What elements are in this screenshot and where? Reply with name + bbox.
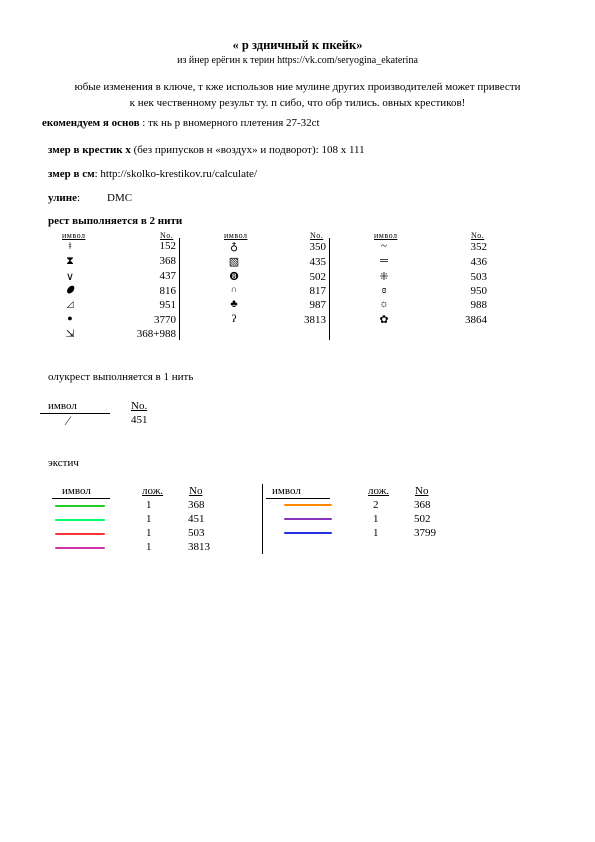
backstitch-strands: 1 — [373, 513, 379, 525]
backstitch-right-number-header: No — [415, 485, 429, 497]
key-number: 152 — [159, 240, 176, 252]
backstitch-strands: 1 — [146, 499, 152, 511]
key-number: 502 — [309, 271, 326, 283]
disclaimer-line-1: юбые изменения в ключе, т кже использов ние мулине других производителей может привести — [74, 81, 521, 93]
zigzag-icon: ǂ — [68, 240, 72, 252]
key-number: 951 — [159, 299, 176, 311]
spiral-icon: ɞ — [381, 284, 387, 296]
backstitch-number: 502 — [414, 513, 431, 525]
triangle-icon: ◿ — [66, 299, 74, 309]
sun-icon: ☼ — [378, 298, 390, 310]
disclaimer-note — [0, 79, 595, 111]
backstitch-strands: 2 — [373, 499, 379, 511]
recommended-label: екомендуем я основ — [42, 117, 140, 129]
key-number: 368 — [159, 255, 176, 267]
flower-icon: ✿ — [379, 314, 389, 326]
backstitch-left-symbol-header: имвол — [62, 485, 91, 497]
key-number: 988 — [470, 299, 487, 311]
backstitch-right-strands-header: лож. — [368, 485, 390, 497]
size-cross-label: змер в крестик х — [48, 144, 131, 156]
key-number: 3813 — [304, 314, 326, 326]
document-title: « р здничный к пкейк» — [232, 38, 363, 52]
backstitch-strands: 1 — [373, 527, 379, 539]
number-eight-circle-icon: ❽ — [229, 271, 239, 283]
disclaimer-line-2: к нек чественному результ ту. п сибо, что обр тились. овных крестиков! — [129, 97, 466, 109]
key-col3-symbol-header: имвол — [374, 231, 398, 240]
backstitch-number: 368 — [188, 499, 205, 511]
key-number: 987 — [309, 299, 326, 311]
backstitch-strands: 1 — [146, 513, 152, 525]
cross-stitch-heading: рест выполняется в 2 нити — [48, 215, 183, 227]
key-col3-number-header: No. — [471, 231, 485, 240]
key-separator-1 — [179, 238, 180, 340]
key-col1-number-header: No. — [160, 231, 174, 240]
backstitch-line-swatch — [284, 504, 332, 506]
hourglass-icon: ⧗ — [66, 255, 74, 267]
backstitch-number: 3813 — [188, 541, 210, 553]
cross-dots-icon: ⁜ — [379, 271, 389, 283]
key-number: 368+988 — [136, 328, 176, 340]
floss-label: улине — [48, 192, 77, 204]
backstitch-left-number-header: No — [189, 485, 203, 497]
floss-brand — [48, 192, 80, 204]
double-bar-icon: ═ — [380, 255, 388, 267]
backstitch-number: 451 — [188, 513, 205, 525]
key-col2-number-header: No. — [310, 231, 324, 240]
key-number: 350 — [309, 241, 326, 253]
question-mark-icon: ʔ — [231, 313, 237, 325]
recommended-value: : тк нь р вномерного плетения 27-32ct — [139, 117, 320, 129]
size-cross-value: (без припусков н «воздух» и подворот): 108 х 111 — [130, 144, 365, 156]
key-number: 503 — [470, 271, 487, 283]
half-cross-number-header: No. — [131, 400, 148, 412]
tilde-icon: ~ — [381, 240, 387, 252]
size-cm-value: : http://skolko-krestikov.ru/calculate/ — [94, 168, 257, 180]
backstitch-line-swatch — [55, 519, 105, 521]
key-number: 3770 — [154, 314, 176, 326]
backstitch-strands: 1 — [146, 527, 152, 539]
flower-pot-icon: ♣ — [230, 298, 238, 310]
backstitch-line-swatch — [55, 547, 105, 549]
chevron-down-icon: ∨ — [65, 271, 75, 283]
backstitch-heading: экстич — [48, 457, 79, 469]
backstitch-line-swatch — [55, 505, 105, 507]
backstitch-line-swatch — [55, 533, 105, 535]
floss-value: DMC — [107, 192, 133, 204]
half-cross-heading: олукрест выполняется в 1 нить — [48, 371, 194, 383]
half-cross-symbol-header: имвол — [48, 400, 77, 412]
key-number: 352 — [470, 241, 487, 253]
key-col2-symbol-header: имвол — [224, 231, 248, 240]
key-col1-symbol-header: имвол — [62, 231, 86, 240]
dot-icon: ● — [67, 313, 73, 323]
floss-colon: : — [76, 192, 81, 204]
key-separator-2 — [329, 238, 330, 340]
backstitch-strands: 1 — [146, 541, 152, 553]
size-in-cm — [48, 168, 257, 180]
author-line: из йнер ерёгин к терин https://vk.com/seryogina_ekaterina — [177, 55, 418, 66]
backstitch-left-strands-header: лож. — [142, 485, 164, 497]
key-number: 436 — [470, 256, 487, 268]
backstitch-left-header-underline — [52, 498, 110, 499]
backstitch-number: 368 — [414, 499, 431, 511]
recommended-fabric — [42, 117, 320, 129]
backstitch-number: 503 — [188, 527, 205, 539]
key-number: 817 — [309, 285, 326, 297]
key-number: 950 — [470, 285, 487, 297]
pill-icon: ⬮ — [63, 283, 77, 297]
backstitch-right-header-underline — [266, 498, 330, 499]
key-number: 3864 — [465, 314, 487, 326]
key-number: 816 — [159, 285, 176, 297]
slash-icon: ⁄ — [66, 413, 70, 428]
size-cm-label: змер в см — [48, 168, 95, 180]
key-number: 437 — [159, 270, 176, 282]
arch-icon: ∩ — [230, 284, 238, 294]
backstitch-separator — [262, 484, 263, 554]
key-number: 435 — [309, 256, 326, 268]
backstitch-right-symbol-header: имвол — [272, 485, 301, 497]
half-cross-number: 451 — [131, 414, 148, 426]
backstitch-number: 3799 — [414, 527, 436, 539]
arrow-down-right-icon: ⇲ — [65, 328, 75, 340]
hatched-square-icon: ▧ — [228, 256, 240, 268]
backstitch-line-swatch — [284, 518, 332, 520]
vase-icon: ♁ — [229, 241, 239, 253]
size-in-crosses — [48, 144, 365, 156]
backstitch-line-swatch — [284, 532, 332, 534]
